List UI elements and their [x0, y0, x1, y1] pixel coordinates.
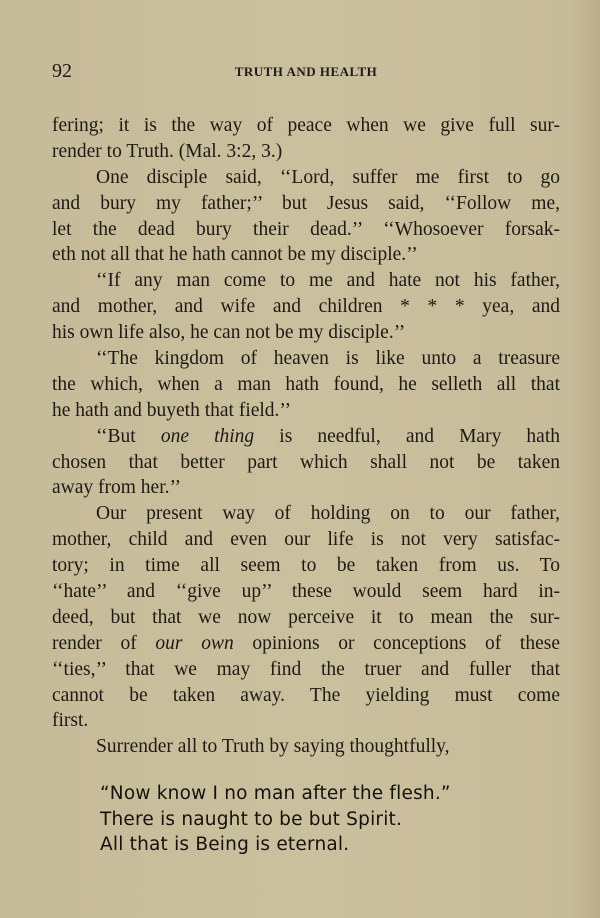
text-line [52, 398, 560, 424]
text-line [52, 320, 560, 346]
text-segment: his own life also, he can not be my disciple.’’ [52, 322, 406, 344]
text-line [52, 501, 560, 527]
text-segment: cannot be taken away. The yielding must come [52, 684, 560, 706]
text-segment: fering; it is the way of peace when we give full sur- [52, 115, 560, 136]
text-line [52, 553, 560, 579]
text-segment: he hath and buyeth that field.’’ [52, 399, 291, 421]
text-line [52, 734, 560, 760]
text-line [52, 139, 560, 165]
body-text [52, 113, 560, 760]
text-line [52, 165, 560, 191]
text-line [52, 268, 560, 294]
text-line [52, 294, 560, 320]
text-line [52, 527, 560, 553]
emphasis-text: one thing [160, 425, 255, 447]
text-segment: away from her.’’ [52, 477, 182, 499]
text-line [52, 708, 560, 734]
text-line [52, 372, 560, 398]
running-header [52, 60, 560, 86]
text-segment: tory; in time all seem to be taken from us. To [52, 555, 560, 577]
text-segment: is needful, and Mary hath [254, 425, 560, 447]
text-segment: let the dead bury their dead.’’ ‘‘Whosoever forsak- [52, 218, 560, 240]
text-segment: ‘‘If any man come to me and hate not his father, [96, 270, 560, 292]
text-segment: One disciple said, ‘‘Lord, suffer me first to go [96, 166, 560, 188]
quote-line: All that is Being is eternal. [100, 834, 350, 855]
text-line [52, 113, 560, 139]
text-segment: Surrender all to Truth by saying thoughtfully, [96, 736, 450, 758]
text-segment: ‘‘ties,’’ that we may find the truer and fuller that [52, 658, 560, 680]
text-segment: ‘‘But [96, 425, 161, 447]
text-segment: Our present way of holding on to our father, [96, 503, 560, 525]
text-segment: ‘‘The kingdom of heaven is like unto a treasure [96, 348, 560, 370]
text-segment: and mother, and wife and children * * * yea, and [52, 296, 560, 318]
text-segment: render to Truth. (Mal. 3:2, 3.) [52, 140, 283, 162]
text-segment: eth not all that he hath cannot be my disciple.’’ [52, 244, 418, 266]
text-line [52, 631, 560, 657]
quote-line: There is naught to be but Spirit. [100, 808, 403, 830]
text-line [52, 346, 560, 372]
text-line [52, 683, 560, 709]
text-line [52, 605, 560, 631]
text-segment: ‘‘hate’’ and ‘‘give up’’ these would seem hard in- [52, 581, 560, 603]
text-line [52, 657, 560, 683]
text-segment: render of [52, 632, 156, 654]
text-segment: deed, but that we now perceive it to mean the sur- [52, 606, 560, 628]
emphasis-text: our own [155, 632, 234, 654]
quote-line: “Now know I no man after the flesh.” [100, 783, 451, 804]
text-line [52, 217, 560, 243]
running-title: TRUTH AND HEALTH [234, 64, 378, 79]
text-line [52, 191, 560, 217]
text-segment: and bury my father;’’ but Jesus said, ‘‘Follow me, [52, 192, 560, 214]
text-line [52, 450, 560, 476]
text-segment: mother, child and even our life is not very satisfac- [52, 529, 560, 551]
text-line [52, 242, 560, 268]
affirmation-quote [100, 781, 451, 858]
text-line [52, 424, 560, 450]
page-number: 92 [52, 60, 72, 82]
text-segment: the which, when a man hath found, he selleth all that [52, 373, 560, 395]
text-line [52, 579, 560, 605]
text-line [52, 475, 560, 501]
text-segment: chosen that better part which shall not be taken [52, 451, 560, 473]
text-segment: first. [52, 710, 89, 732]
text-segment: opinions or conceptions of these [233, 632, 560, 654]
